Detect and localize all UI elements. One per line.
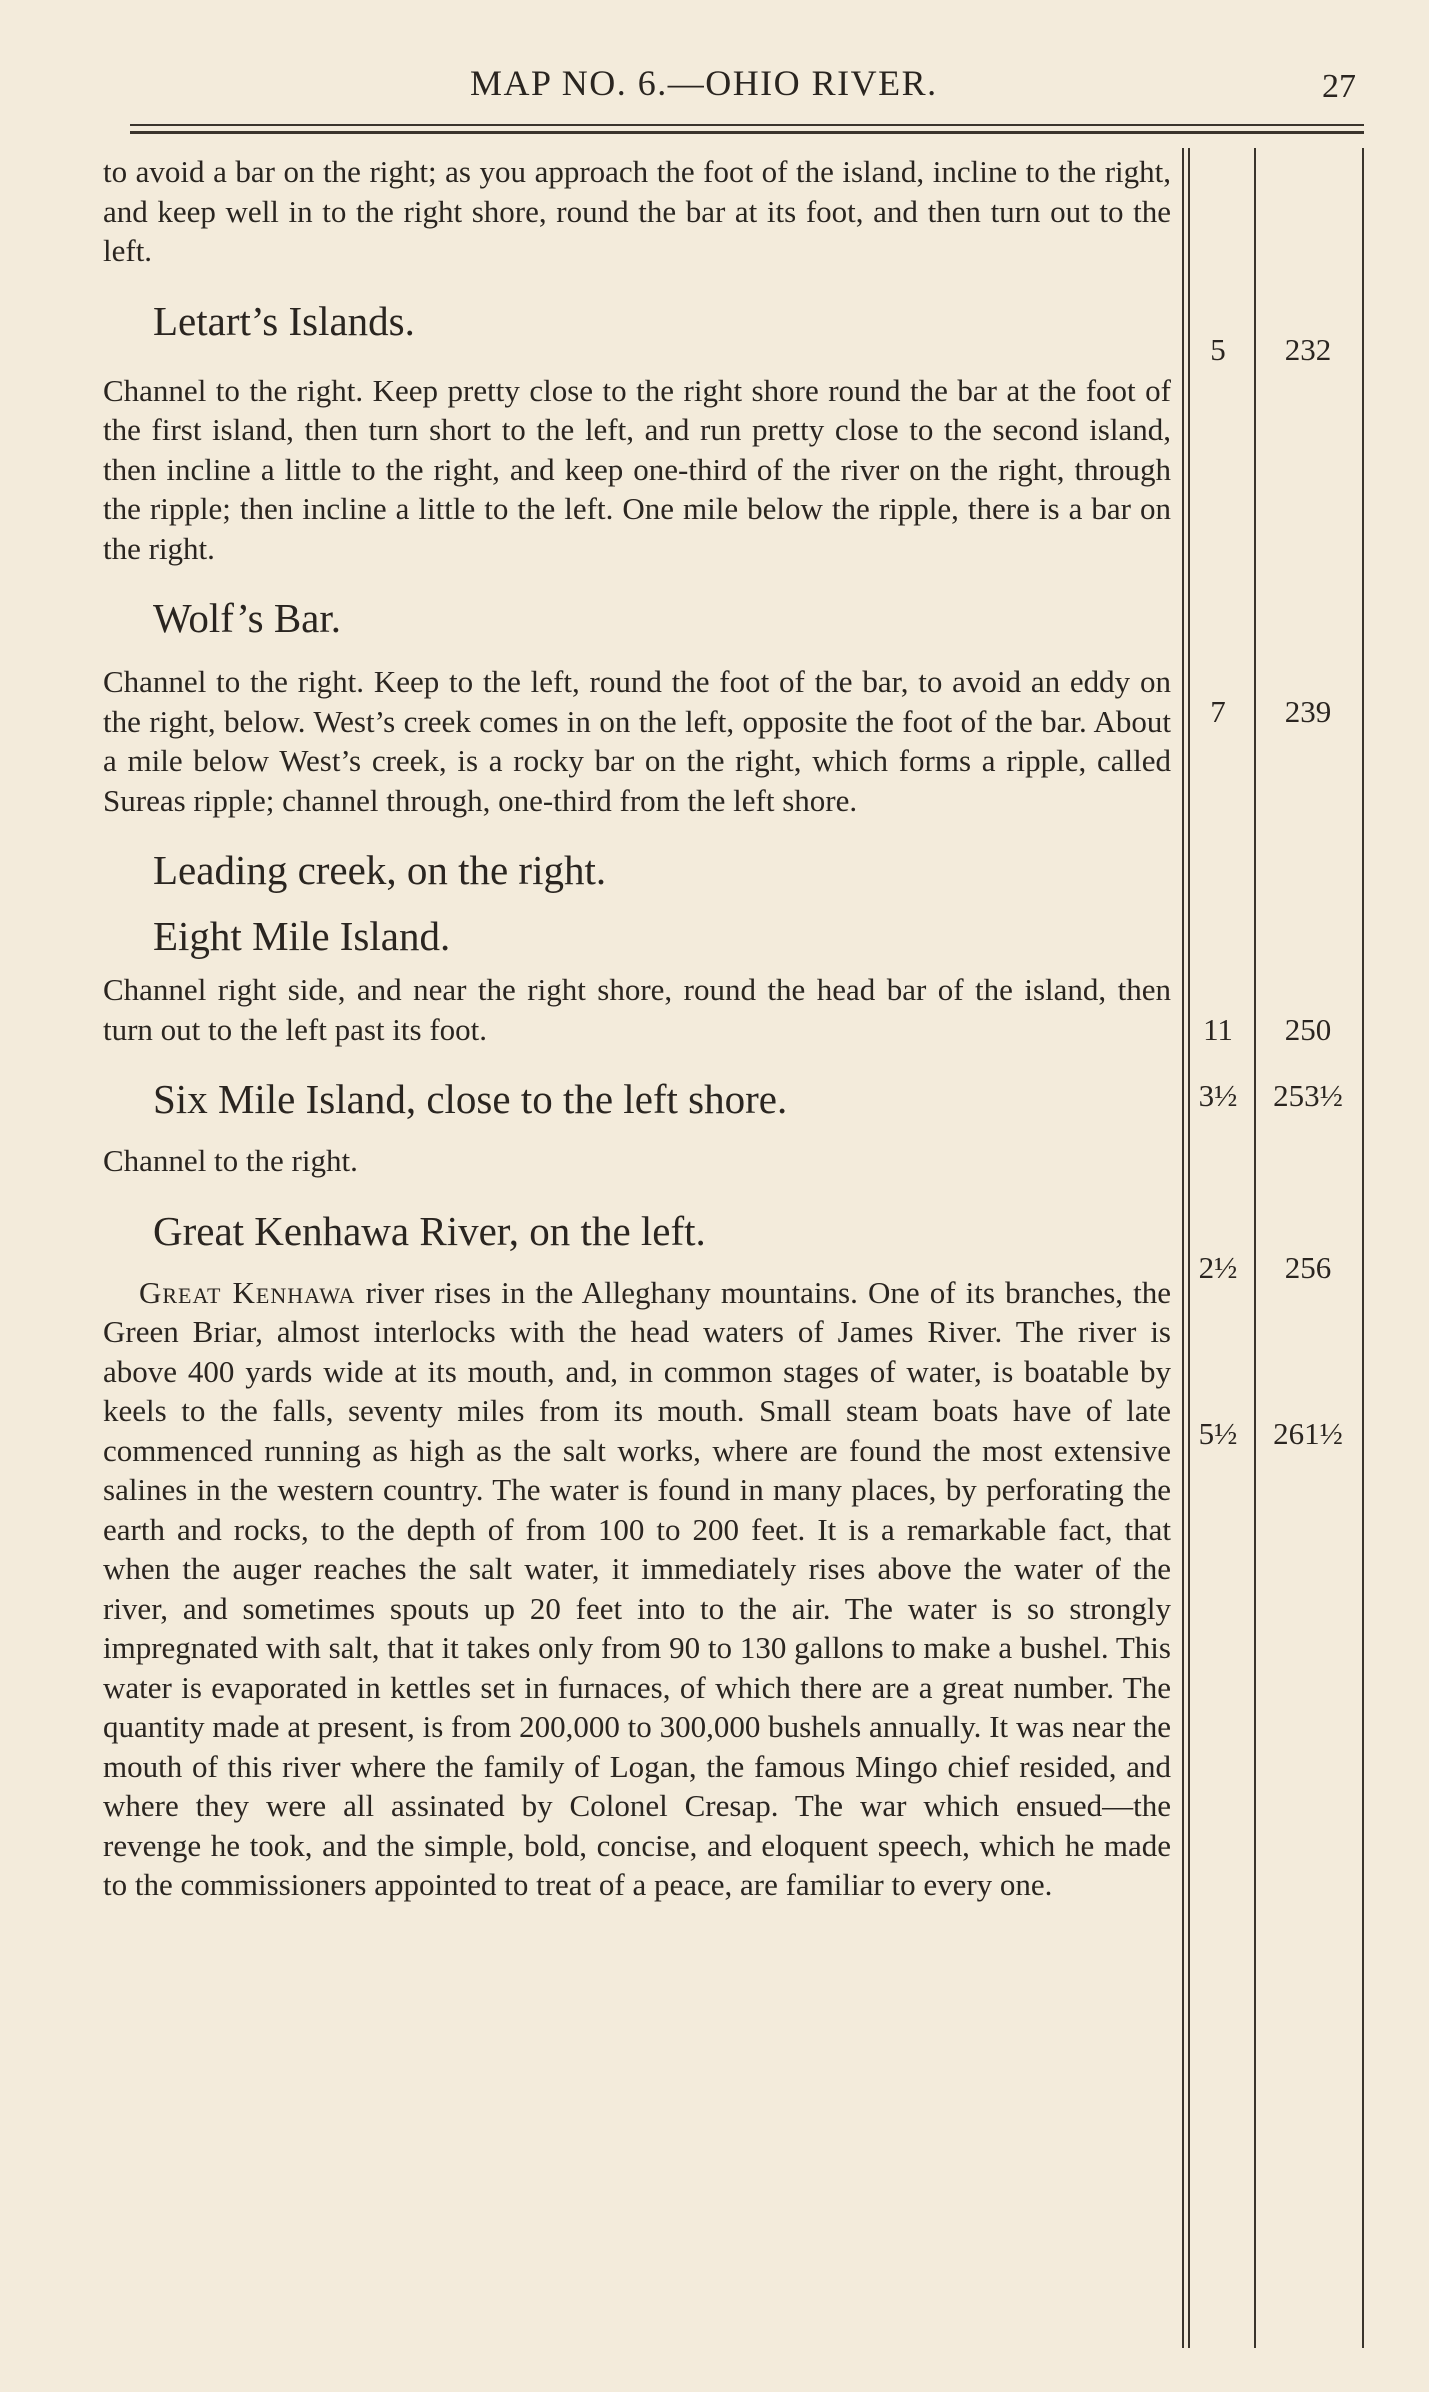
total-value: 253½ (1273, 1078, 1343, 1113)
total-value: 250 (1284, 1012, 1332, 1047)
header-rule (130, 124, 1364, 126)
column-rule (1182, 148, 1184, 2348)
header-rule-thick (130, 131, 1364, 134)
entry-paragraph: Channel to the right. Keep to the left, round the foot of the bar, to avoid an eddy on the right, below. West’s creek comes in on the left, opposite the foot of the bar. About a mile below West’s creek, is a rocky bar on the right, which forms a ripple, called Sureas ripple; channel through, one-third from the left shore. (103, 664, 1171, 818)
kenhawa-paragraph (103, 1273, 1171, 1905)
total-value: 256 (1284, 1250, 1332, 1285)
entry-paragraph: Channel to the right. Keep pretty close to the right shore round the bar at the foot of the first island, then turn short to the left, and run pretty close to the second island, then incline a little to the right, and keep one-third of the river on the right, through the ripple; then incline a little to the left. One mile below the ripple, there is a bar on the right. (103, 372, 1171, 566)
entry-paragraph: Channel right side, and near the right shore, round the head bar of the island, then turn out to the left past its foot. (103, 972, 1171, 1047)
miles-value: 3½ (1198, 1078, 1238, 1113)
entry-heading: Six Mile Island, close to the left shore. (153, 1076, 788, 1122)
miles-value: 7 (1210, 694, 1226, 729)
entry-heading: Leading creek, on the right. (153, 847, 607, 893)
miles-value: 11 (1203, 1012, 1233, 1047)
total-value: 232 (1284, 332, 1332, 367)
column-rule (1188, 148, 1190, 2348)
entry-heading: Wolf’s Bar. (153, 595, 342, 641)
column-rule (1254, 148, 1256, 2348)
miles-value: 5½ (1198, 1416, 1238, 1451)
kenhawa-lead: Great Kenhawa (139, 1274, 356, 1310)
miles-value: 2½ (1198, 1250, 1238, 1285)
page-number: 27 (1322, 68, 1356, 105)
entry-paragraph: Channel to the right. (103, 1143, 358, 1178)
miles-value: 5 (1210, 332, 1226, 367)
total-value: 239 (1284, 694, 1332, 729)
main-text-column (103, 152, 1171, 1905)
entry-heading: Great Kenhawa River, on the left. (153, 1207, 706, 1254)
running-head: MAP NO. 6.—OHIO RIVER. (470, 63, 938, 103)
total-value: 261½ (1273, 1416, 1343, 1451)
entry-heading: Letart’s Islands. (153, 297, 415, 344)
column-rule (1362, 148, 1364, 2348)
kenhawa-text: river rises in the Alleghany mountains. One of its branches, the Green Briar, almost interlocks with the head waters of James River. The river is above 400 yards wide at its mouth, and, in common stages of water, is boatable by keels to the falls, seventy miles from its mouth. Small steam boats have of late commenced running as high as the salt works, where are found the most extensive salines in the western country. The water is found in many places, by perforating the earth and rocks, to the depth of from 100 to 200 feet. It is a remarkable fact, that when the auger reaches the salt water, it immediately rises above the water of the river, and sometimes spouts up 20 feet into to the air. The water is so strongly impregnated with salt, that it takes only from 90 to 130 gallons to make a bushel. This water is evaporated in kettles set in furnaces, of which there are a great number. The quantity made at present, is from 200,000 to 300,000 bushels annually. It was near the mouth of this river where the family of Logan, the famous Mingo chief resided, and where they were all assinated by Colonel Cresap. The war which ensued—the revenge he took, and the simple, bold, concise, and eloquent speech, which he made to the commissioners appointed to treat of a peace, are familiar to every one. (103, 1274, 1171, 1902)
intro-paragraph: to avoid a bar on the right; as you approach the foot of the island, incline to the right, and keep well in to the right shore, round the bar at its foot, and then turn out to the left. (103, 154, 1171, 268)
entry-heading: Eight Mile Island. (153, 913, 451, 959)
